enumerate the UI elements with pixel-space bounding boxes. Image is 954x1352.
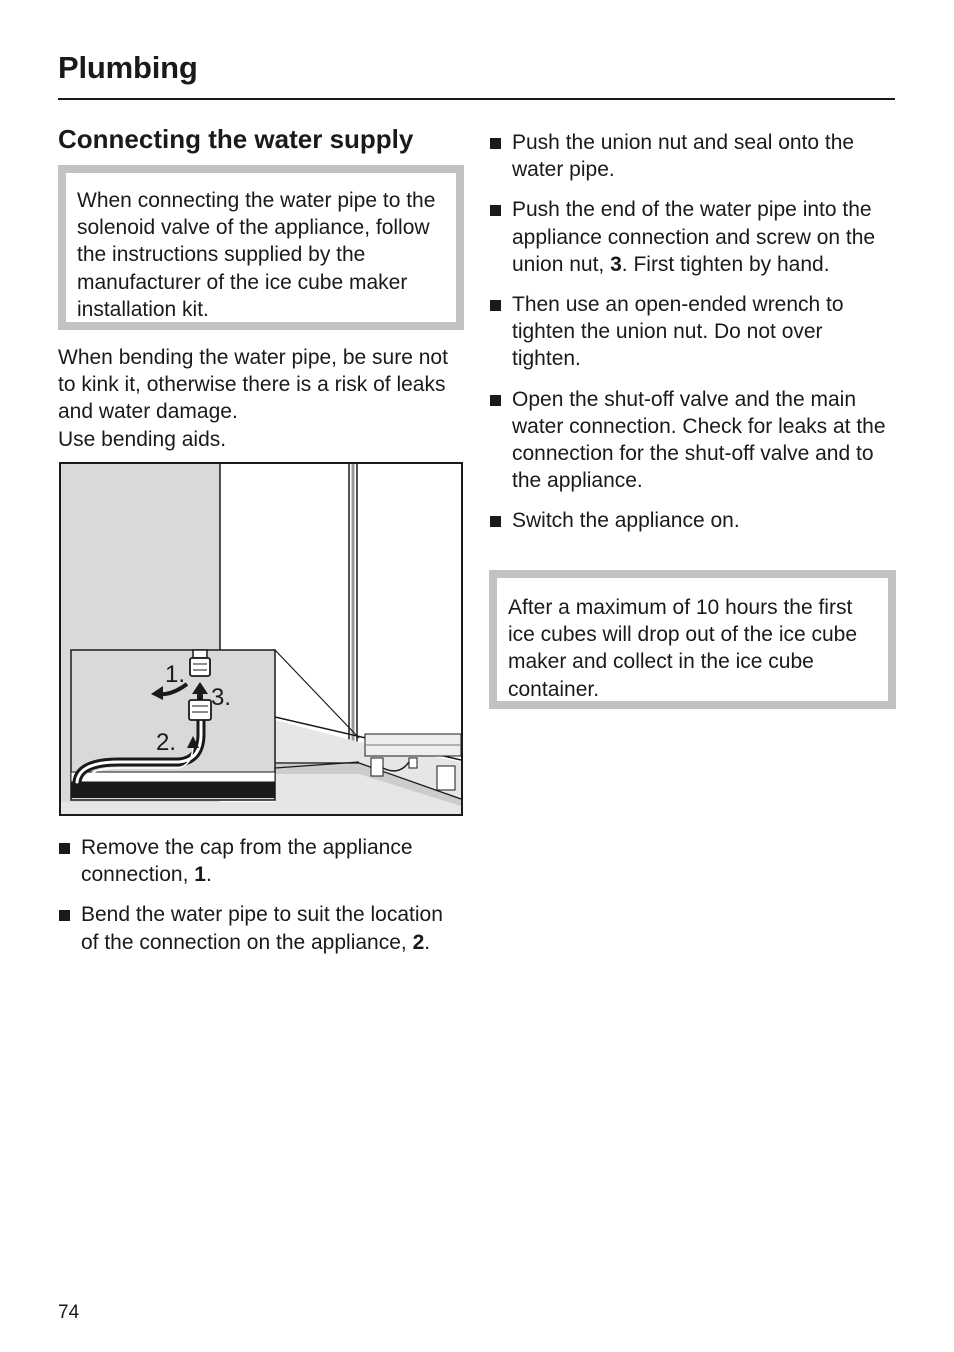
bending-warning — [58, 344, 464, 453]
list-item: Then use an open-ended wrench to tighten the union nut. Do not over tighten. — [489, 291, 895, 373]
left-steps-list — [58, 834, 464, 969]
figure-label-1: 1. — [165, 661, 186, 688]
list-item: Push the end of the water pipe into the appliance connection and screw on the union nut, 3. First tighten by hand. — [489, 196, 895, 278]
bending-warning-text: When bending the water pipe, be sure not to kink it, otherwise there is a risk of leaks and water damage. — [58, 346, 448, 424]
figure-label-3: 3. — [211, 684, 232, 711]
bullet-square-icon — [59, 910, 70, 921]
list-item: Bend the water pipe to suit the location of the connection on the appliance, 2. — [58, 901, 464, 955]
page-number: 74 — [58, 1302, 80, 1323]
union-nut — [189, 700, 211, 720]
bullet-square-icon — [490, 138, 501, 149]
bullet-square-icon — [490, 516, 501, 527]
note-box-installation: When connecting the water pipe to the solenoid valve of the appliance, follow the instructions supplied by the manufacturer of the ice cube maker installation kit. — [58, 165, 464, 330]
wall-shape — [61, 464, 220, 650]
list-item: Open the shut-off valve and the main water connection. Check for leaks at the connection for the shut-off valve and to the appliance. — [489, 386, 895, 495]
water-pipe-illustration — [59, 462, 463, 816]
bullet-square-icon — [490, 205, 501, 216]
list-item: Push the union nut and seal onto the water pipe. — [489, 129, 895, 183]
list-item: Switch the appliance on. — [489, 507, 895, 534]
figure-label-2: 2. — [156, 729, 177, 756]
right-steps-list — [489, 129, 895, 548]
header-rule — [58, 98, 895, 100]
note-box-ice-cubes: After a maximum of 10 hours the first ice cubes will drop out of the ice cube maker and collect in the ice cube container. — [489, 570, 896, 709]
appliance-connection — [193, 650, 207, 658]
bullet-square-icon — [490, 395, 501, 406]
bending-aids-text: Use bending aids. — [58, 427, 227, 451]
list-item: Remove the cap from the appliance connection, 1. — [58, 834, 464, 888]
bullet-square-icon — [59, 843, 70, 854]
bullet-square-icon — [490, 300, 501, 311]
subheading: Connecting the water supply — [58, 124, 414, 154]
section-title: Plumbing — [58, 50, 198, 85]
